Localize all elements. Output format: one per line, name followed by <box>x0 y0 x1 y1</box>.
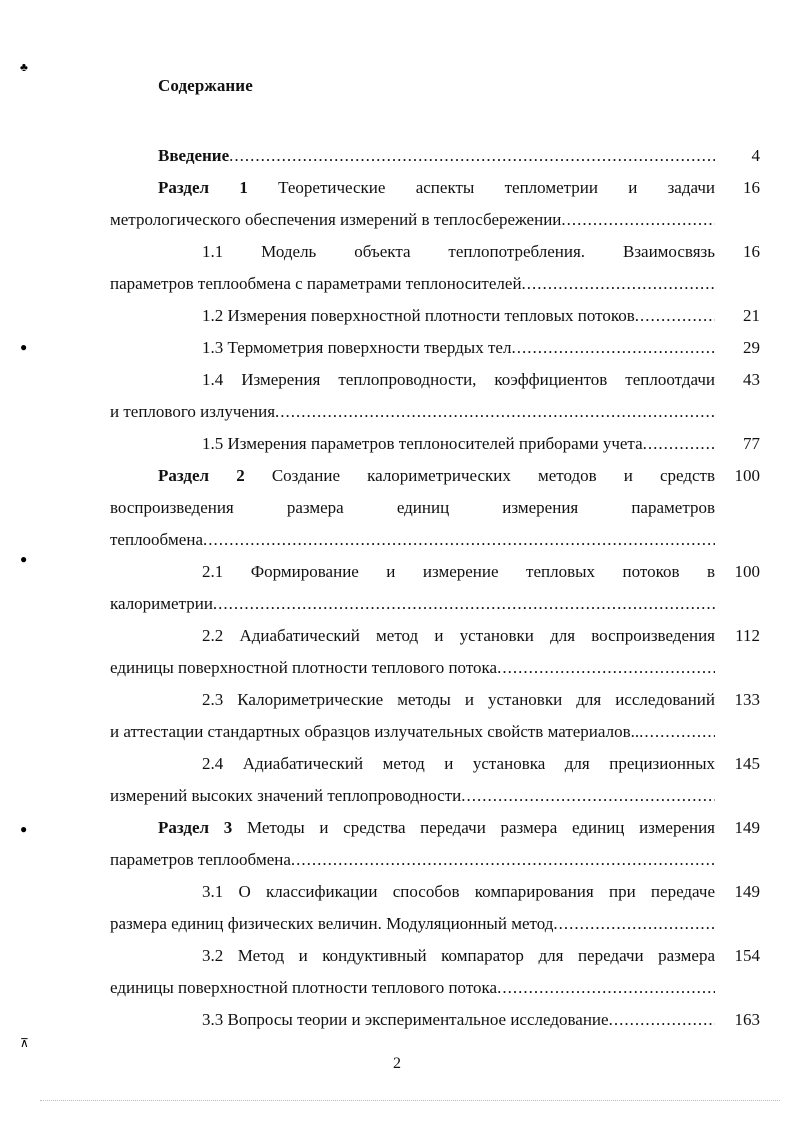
leader-dots <box>461 780 715 812</box>
leader-dots <box>639 716 715 748</box>
toc-entry-text: параметров теплообмена с параметрами теплоносителей <box>110 274 522 293</box>
toc-entry-text: 2.3 Калориметрические методы и установки для исследований <box>202 690 715 709</box>
leader-dots <box>511 332 715 364</box>
page-number: 2 <box>393 1055 401 1072</box>
toc-entry-line <box>110 876 715 908</box>
toc-entry-line <box>110 748 715 780</box>
leader-dots <box>497 652 715 684</box>
leader-dots <box>275 396 715 428</box>
toc-entry-text: 2.4 Адиабатический метод и установка для прецизионных <box>202 754 715 773</box>
toc-entry-line <box>110 684 715 716</box>
toc-entry-line <box>110 172 715 204</box>
toc-entry[interactable] <box>110 876 760 940</box>
toc-title: Содержание <box>158 76 253 95</box>
toc-entry-text: измерений высоких значений теплопроводности <box>110 786 462 805</box>
toc-entry[interactable] <box>110 364 760 428</box>
leader-dots <box>561 204 715 236</box>
leader-dots <box>609 1004 715 1036</box>
leader-dots <box>643 428 715 460</box>
toc-entry[interactable] <box>110 332 760 364</box>
toc-entry-text: воспроизведения размера единиц измерения параметров <box>110 498 715 517</box>
toc-entry-line <box>110 140 715 172</box>
table-of-contents <box>110 140 760 1036</box>
toc-entry-text: 3.3 Вопросы теории и экспериментальное исследование <box>202 1010 609 1029</box>
toc-entry-text: 2.1 Формирование и измерение тепловых потоков в <box>202 562 715 581</box>
leader-dots <box>291 844 715 876</box>
scan-mark-icon: ● <box>20 822 28 836</box>
toc-entry-text: 1.4 Измерения теплопроводности, коэффициентов теплоотдачи <box>202 370 715 389</box>
toc-entry-line <box>110 236 715 268</box>
toc-entry-line <box>110 428 715 460</box>
toc-page-number: 43 <box>743 370 760 389</box>
scan-mark-icon: ● <box>20 552 28 566</box>
toc-entry-text: метрологического обеспечения измерений в теплосбережении <box>110 210 562 229</box>
toc-entry-line <box>110 652 715 684</box>
toc-entry-text: 1.5 Измерения параметров теплоносителей приборами учета <box>202 434 643 453</box>
scan-mark-icon: ● <box>20 340 28 354</box>
toc-entry-line <box>110 844 715 876</box>
toc-entry-line <box>110 588 715 620</box>
scan-mark-icon: ⊼ <box>20 1036 29 1050</box>
toc-page-number: 100 <box>734 562 760 581</box>
toc-entry-text: калориметрии <box>110 594 213 613</box>
scan-mark-icon: ♣ <box>20 60 28 74</box>
toc-entry[interactable] <box>110 172 760 236</box>
toc-entry-text: 3.1 О классификации способов компарирования при передаче <box>202 882 715 901</box>
toc-entry[interactable] <box>110 300 760 332</box>
toc-entry-text: размера единиц физических величин. Модуляционный метод <box>110 914 554 933</box>
toc-entry-line <box>110 524 715 556</box>
toc-entry-text: единицы поверхностной плотности теплового потока <box>110 658 498 677</box>
toc-entry[interactable] <box>110 1004 760 1036</box>
toc-entry[interactable] <box>110 940 760 1004</box>
toc-page-number: 16 <box>743 178 760 197</box>
scan-noise-divider <box>40 1100 780 1107</box>
toc-entry-line <box>110 332 715 364</box>
toc-entry-text: 1.2 Измерения поверхностной плотности тепловых потоков <box>202 306 635 325</box>
toc-page-number: 100 <box>734 466 760 485</box>
toc-entry[interactable] <box>110 812 760 876</box>
toc-page-number: 133 <box>734 690 760 709</box>
leader-dots <box>553 908 715 940</box>
leader-dots <box>229 140 715 172</box>
toc-entry[interactable] <box>110 140 760 172</box>
toc-page-number: 4 <box>751 146 760 165</box>
toc-entry-text: Раздел 3 Методы и средства передачи размера единиц измерения <box>158 818 715 837</box>
leader-dots <box>522 268 715 300</box>
toc-entry[interactable] <box>110 684 760 748</box>
toc-entry-line <box>110 972 715 1004</box>
toc-entry-text: параметров теплообмена <box>110 850 291 869</box>
toc-page-number: 149 <box>734 818 760 837</box>
toc-page-number: 29 <box>743 338 760 357</box>
toc-entry-line <box>110 1004 715 1036</box>
toc-entry-line <box>110 908 715 940</box>
toc-entry-text: 1.3 Термометрия поверхности твердых тел <box>202 338 512 357</box>
toc-entry[interactable] <box>110 620 760 684</box>
toc-entry-line <box>110 396 715 428</box>
toc-entry[interactable] <box>110 428 760 460</box>
toc-entry-text: и теплового излучения <box>110 402 276 421</box>
leader-dots <box>635 300 715 332</box>
toc-entry[interactable] <box>110 556 760 620</box>
toc-entry-line <box>110 364 715 396</box>
toc-page-number: 77 <box>743 434 760 453</box>
toc-page-number: 149 <box>734 882 760 901</box>
toc-entry-text: и аттестации стандартных образцов излучательных свойств материалов.. <box>110 722 640 741</box>
leader-dots <box>203 524 715 556</box>
toc-entry-line <box>110 812 715 844</box>
toc-entry-text: Раздел 1 Теоретические аспекты теплометрии и задачи <box>158 178 715 197</box>
toc-entry-text: 3.2 Метод и кондуктивный компаратор для передачи размера <box>202 946 715 965</box>
toc-entry-line <box>110 204 715 236</box>
toc-page-number: 154 <box>734 946 760 965</box>
toc-page-number: 112 <box>735 626 760 645</box>
toc-entry-text: 2.2 Адиабатический метод и установки для воспроизведения <box>202 626 715 645</box>
toc-entry-text: Введение <box>158 146 230 165</box>
toc-page-number: 21 <box>743 306 760 325</box>
toc-entry[interactable] <box>110 236 760 300</box>
toc-entry-text: теплообмена <box>110 530 203 549</box>
toc-entry-line <box>110 620 715 652</box>
toc-entry-line <box>110 716 715 748</box>
leader-dots <box>497 972 715 1004</box>
toc-entry[interactable] <box>110 460 760 556</box>
toc-entry-line <box>110 780 715 812</box>
toc-entry-line <box>110 556 715 588</box>
toc-entry-line <box>110 300 715 332</box>
toc-entry-text: единицы поверхностной плотности теплового потока <box>110 978 498 997</box>
toc-page-number: 163 <box>734 1010 760 1029</box>
toc-page-number: 145 <box>734 754 760 773</box>
toc-page-number: 16 <box>743 242 760 261</box>
toc-entry[interactable] <box>110 748 760 812</box>
toc-entry-line <box>110 492 715 524</box>
toc-entry-text: Раздел 2 Создание калориметрических методов и средств <box>158 466 715 485</box>
toc-entry-line <box>110 268 715 300</box>
leader-dots <box>213 588 715 620</box>
toc-entry-line <box>110 940 715 972</box>
toc-entry-text: 1.1 Модель объекта теплопотребления. Взаимосвязь <box>202 242 715 261</box>
toc-entry-line <box>110 460 715 492</box>
